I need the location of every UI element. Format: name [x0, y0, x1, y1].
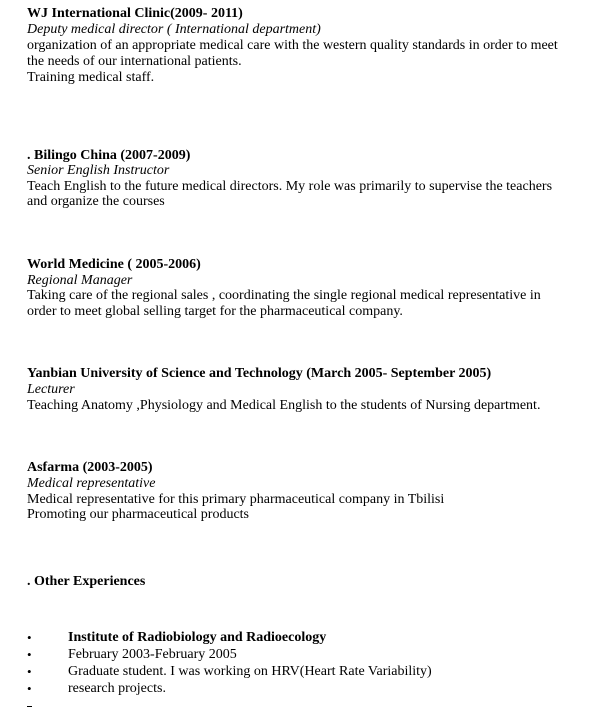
list-item: February 2003-February 2005: [68, 647, 237, 662]
job-role: Lecturer: [27, 382, 75, 397]
job-description-line: order to meet global selling target for the pharmaceutical company.: [27, 304, 403, 319]
list-item: Graduate student. I was working on HRV(Heart Rate Variability): [68, 664, 432, 679]
page-cut-mark: [27, 706, 32, 709]
list-item: Institute of Radiobiology and Radioecology: [68, 630, 327, 645]
job-description-line: Training medical staff.: [27, 70, 155, 85]
section-heading: . Other Experiences: [27, 574, 146, 589]
job-description-line: the needs of our international patients.: [27, 54, 242, 69]
job-description-line: Promoting our pharmaceutical products: [27, 507, 249, 522]
job-role: Deputy medical director ( International department): [27, 22, 321, 37]
job-role: Regional Manager: [27, 273, 133, 288]
job-description-line: organization of an appropriate medical care with the western quality standards in order to meet: [27, 38, 558, 53]
job-title: WJ International Clinic(2009- 2011): [27, 6, 243, 21]
job-title: Asfarma (2003-2005): [27, 460, 153, 475]
job-role: Medical representative: [27, 476, 156, 491]
job-description-line: Medical representative for this primary pharmaceutical company in Tbilisi: [27, 492, 445, 507]
job-description-line: and organize the courses: [27, 194, 165, 209]
job-title: World Medicine ( 2005-2006): [27, 257, 201, 272]
job-role: Senior English Instructor: [27, 163, 170, 178]
job-title: . Bilingo China (2007-2009): [27, 148, 191, 163]
job-description-line: Taking care of the regional sales , coordinating the single regional medical representative in: [27, 288, 541, 303]
job-description-line: Teaching Anatomy ,Physiology and Medical English to the students of Nursing department.: [27, 398, 541, 413]
job-description-line: Teach English to the future medical directors. My role was primarily to supervise the teachers: [27, 179, 553, 194]
bullet-icon: •: [27, 630, 32, 645]
job-title: Yanbian University of Science and Technology (March 2005- September 2005): [27, 366, 492, 381]
bullet-icon: •: [27, 664, 32, 679]
bullet-icon: •: [27, 681, 32, 696]
bullet-icon: •: [27, 647, 32, 662]
list-item: research projects.: [68, 681, 166, 696]
